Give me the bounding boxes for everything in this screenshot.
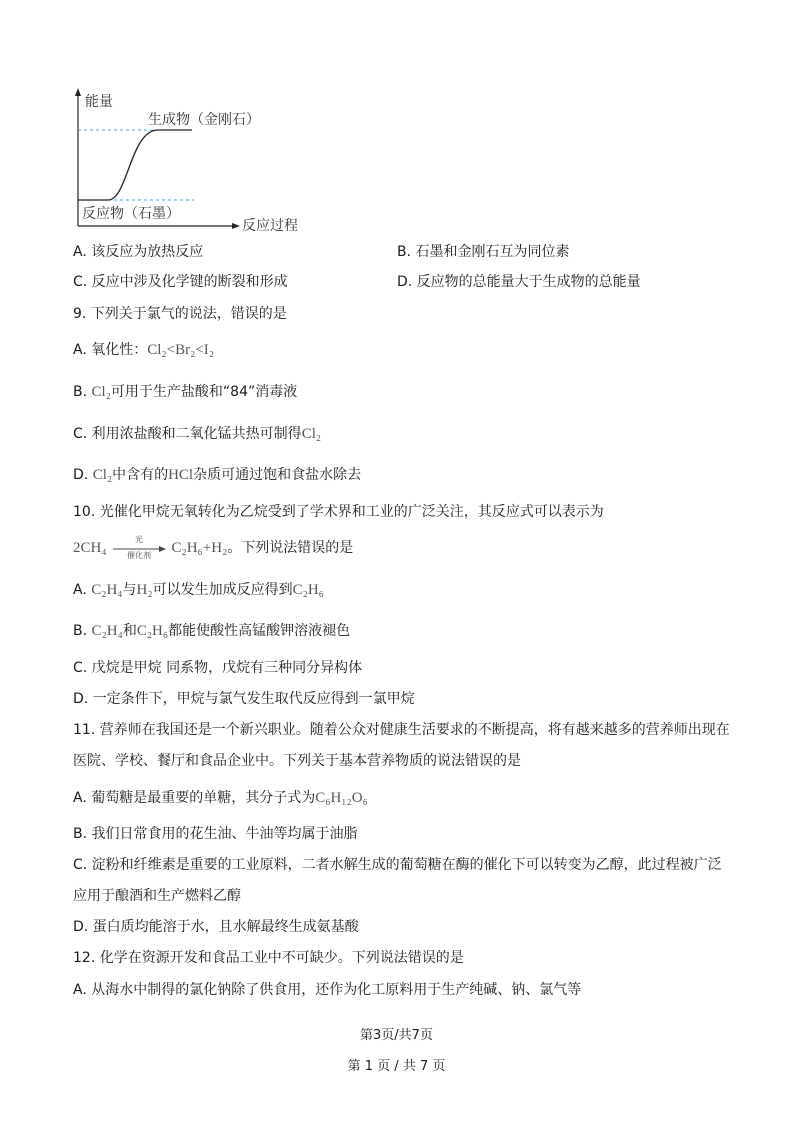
q10-eq-left: 2CH₄ (73, 540, 107, 556)
q9-d-prefix: D. (73, 467, 93, 483)
q9-a-prefix: A. 氧化性： (73, 342, 148, 358)
q12-option-a: A. 从海水中制得的氯化钠除了供食用，还作为化工原料用于生产纯碱、钠、氯气等 (73, 982, 582, 998)
q11-option-c-line1: C. 淀粉和纤维素是重要的工业原料，二者水解生成的葡萄糖在酶的催化下可以转变为乙醇，此过程被广泛 (73, 857, 722, 873)
q9-a-formula: Cl₂<Br₂<I₂ (147, 342, 215, 358)
q10-b-prefix: B. (73, 623, 92, 639)
q11-option-b: B. 我们日常食用的花生油、牛油等均属于油脂 (73, 826, 358, 842)
x-axis-arrow (232, 223, 240, 229)
q10-eq-condition-top: 光 (135, 535, 144, 544)
q9-option-c (73, 424, 321, 444)
q9-d-text1: 中含有的 (112, 467, 169, 483)
q9-b-text: 可用于生产盐酸和“84”消毒液 (110, 384, 298, 400)
q9-c-text: C. 利用浓盐酸和二氧化锰共热可制得 (73, 426, 302, 442)
q10-b-formula2: C₂H₆ (136, 623, 169, 639)
q9-d-formula1: Cl₂ (92, 467, 113, 483)
y-axis-label: 能量 (85, 94, 113, 110)
q10-stem: 10. 光催化甲烷无氧转化为乙烷受到了学术界和工业的广泛关注，其反应式可以表示为 (73, 504, 604, 520)
q9-d-formula2: HCl (168, 467, 194, 483)
q10-b-formula1: C₂H₄ (91, 623, 123, 639)
q10-a-prefix: A. (73, 582, 92, 598)
q10-a-formula1: C₂H₄ (91, 582, 123, 598)
q9-b-prefix: B. (73, 384, 92, 400)
q12-stem: 12. 化学在资源开发和食品工业中不可缺少。下列说法错误的是 (73, 950, 464, 966)
q10-option-c: C. 戊烷是甲烷 同系物，戊烷有三种同分异构体 (73, 660, 363, 676)
q9-b-formula: Cl₂ (91, 384, 111, 400)
q9-c-formula: Cl₂ (301, 426, 322, 442)
q8-option-d: D. 反应物的总能量大于生成物的总能量 (397, 274, 641, 290)
x-axis-label: 反应过程 (242, 218, 298, 234)
q10-eq-arrow (111, 535, 167, 560)
q10-eq-condition-bottom: 催化剂 (127, 551, 152, 560)
q10-option-b (73, 621, 350, 641)
q9-option-a (73, 340, 214, 360)
energy-diagram (68, 86, 318, 238)
q10-option-d: D. 一定条件下，甲烷与氯气发生取代反应得到一氯甲烷 (73, 691, 415, 707)
energy-diagram-svg (68, 86, 318, 238)
q11-stem-line2: 医院、学校、餐厅和食品企业中。下列关于基本营养物质的说法错误的是 (73, 753, 521, 769)
inner-page-number: 第3页/共7页 (360, 1028, 433, 1043)
q10-b-text1: 和 (122, 623, 137, 639)
q8-option-a: A. 该反应为放热反应 (73, 244, 204, 260)
q10-equation (73, 535, 354, 560)
energy-curve (78, 130, 192, 200)
reactant-label: 反应物（石墨） (82, 206, 180, 222)
q11-option-a (73, 788, 368, 808)
q10-b-text2: 都能使酸性高锰酸钾溶液褪色 (168, 623, 351, 639)
q10-eq-right: C₂H₆+H₂ (171, 540, 228, 556)
q9-option-d (73, 465, 361, 485)
q9-stem: 9. 下列关于氯气的说法，错误的是 (73, 306, 287, 322)
q10-eq-tail: 。下列说法错误的是 (227, 540, 354, 556)
q11-option-d: D. 蛋白质均能溶于水，且水解最终生成氨基酸 (73, 919, 359, 935)
q10-a-formula2: H₂ (136, 582, 153, 598)
q8-option-c: C. 反应中涉及化学键的断裂和形成 (73, 274, 288, 290)
y-axis-arrow (75, 88, 81, 96)
q10-a-text1: 与 (122, 582, 137, 598)
q11-a-formula: C₆H₁₂O₆ (315, 790, 368, 806)
q11-a-text: A. 葡萄糖是最重要的单糖，其分子式为 (73, 790, 316, 806)
q9-d-text2: 杂质可通过饱和食盐水除去 (193, 467, 362, 483)
q11-option-c-line2: 应用于酿酒和生产燃料乙醇 (73, 888, 241, 904)
outer-page-number: 第 1 页 / 共 7 页 (347, 1059, 446, 1074)
q10-a-text2: 可以发生加成反应得到 (152, 582, 293, 598)
q9-option-b (73, 382, 297, 402)
q10-option-a (73, 580, 324, 600)
q8-option-b: B. 石墨和金刚石互为同位素 (397, 244, 570, 260)
q11-stem-line1: 11. 营养师在我国还是一个新兴职业。随着公众对健康生活要求的不断提高，将有越来越多的营养师出现在 (73, 722, 730, 738)
product-label: 生成物（金刚石） (148, 112, 260, 128)
q10-a-formula3: C₂H₆ (292, 582, 324, 598)
